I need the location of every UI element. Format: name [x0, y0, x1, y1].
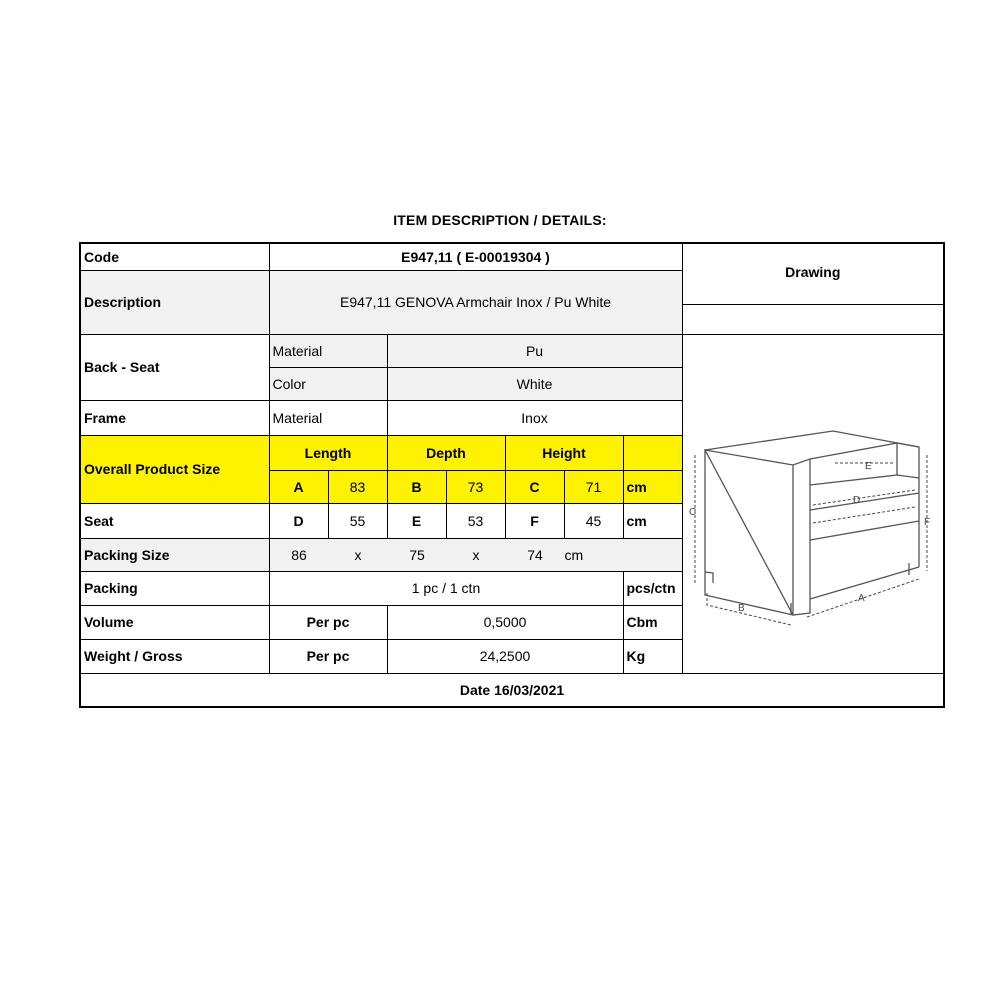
overall-size-label: Overall Product Size — [80, 435, 269, 503]
drawing-spacer — [682, 304, 944, 334]
dim-c-letter: C — [505, 470, 564, 503]
packing-size-width: 75 — [409, 546, 425, 563]
overall-unit-spacer — [623, 435, 682, 470]
dim-a-value: 83 — [328, 470, 387, 503]
diagram-label-f: F — [923, 516, 930, 528]
volume-per: Per pc — [269, 605, 387, 639]
frame-label: Frame — [80, 400, 269, 435]
length-header: Length — [269, 435, 387, 470]
code-label: Code — [80, 243, 269, 270]
volume-label: Volume — [80, 605, 269, 639]
description-value: E947,11 GENOVA Armchair Inox / Pu White — [269, 270, 682, 334]
dim-d-value: 55 — [328, 503, 387, 538]
packing-size-height: 74 — [527, 546, 543, 563]
dim-a-letter: A — [269, 470, 328, 503]
drawing-label: Drawing — [785, 264, 841, 280]
drawing-area — [682, 334, 944, 673]
back-seat-color-value: White — [387, 367, 682, 400]
packing-unit: pcs/ctn — [623, 571, 682, 605]
seat-unit: cm — [623, 503, 682, 538]
dim-f-value: 45 — [564, 503, 623, 538]
weight-label: Weight / Gross — [80, 639, 269, 673]
back-seat-label: Back - Seat — [80, 334, 269, 400]
packing-size-label: Packing Size — [80, 538, 269, 571]
dim-f-letter: F — [505, 503, 564, 538]
dim-c-value: 71 — [564, 470, 623, 503]
diagram-label-b: B — [737, 602, 745, 614]
diagram-label-a: A — [857, 592, 865, 604]
volume-value: 0,5000 — [387, 605, 623, 639]
weight-value: 24,2500 — [387, 639, 623, 673]
armchair-diagram — [683, 335, 945, 673]
frame-material-label: Material — [269, 400, 387, 435]
weight-per: Per pc — [269, 639, 387, 673]
height-header: Height — [505, 435, 623, 470]
back-seat-material-label: Material — [269, 334, 387, 367]
description-label: Description — [80, 270, 269, 334]
packing-value: 1 pc / 1 ctn — [269, 571, 623, 605]
back-seat-material-value: Pu — [387, 334, 682, 367]
packing-label: Packing — [80, 571, 269, 605]
packing-size-length: 86 — [291, 546, 307, 563]
diagram-label-d: D — [852, 494, 860, 506]
dim-e-letter: E — [387, 503, 446, 538]
volume-unit: Cbm — [623, 605, 682, 639]
date-footer: Date 16/03/2021 — [80, 673, 944, 707]
diagram-label-c: C — [688, 506, 696, 518]
diagram-label-e: E — [864, 460, 872, 472]
drawing-header — [682, 243, 944, 304]
spec-table — [79, 242, 945, 708]
depth-header: Depth — [387, 435, 505, 470]
dim-b-value: 73 — [446, 470, 505, 503]
packing-size-values — [269, 538, 682, 571]
sheet-title: ITEM DESCRIPTION / DETAILS: — [393, 212, 607, 228]
dim-e-value: 53 — [446, 503, 505, 538]
packing-size-x1: x — [354, 546, 362, 563]
packing-size-unit: cm — [564, 546, 584, 563]
code-value: E947,11 ( E-00019304 ) — [269, 243, 682, 270]
seat-label: Seat — [80, 503, 269, 538]
frame-material-value: Inox — [387, 400, 682, 435]
dim-d-letter: D — [269, 503, 328, 538]
dim-b-letter: B — [387, 470, 446, 503]
overall-unit: cm — [623, 470, 682, 503]
packing-size-x2: x — [472, 546, 480, 563]
back-seat-color-label: Color — [269, 367, 387, 400]
weight-unit: Kg — [623, 639, 682, 673]
